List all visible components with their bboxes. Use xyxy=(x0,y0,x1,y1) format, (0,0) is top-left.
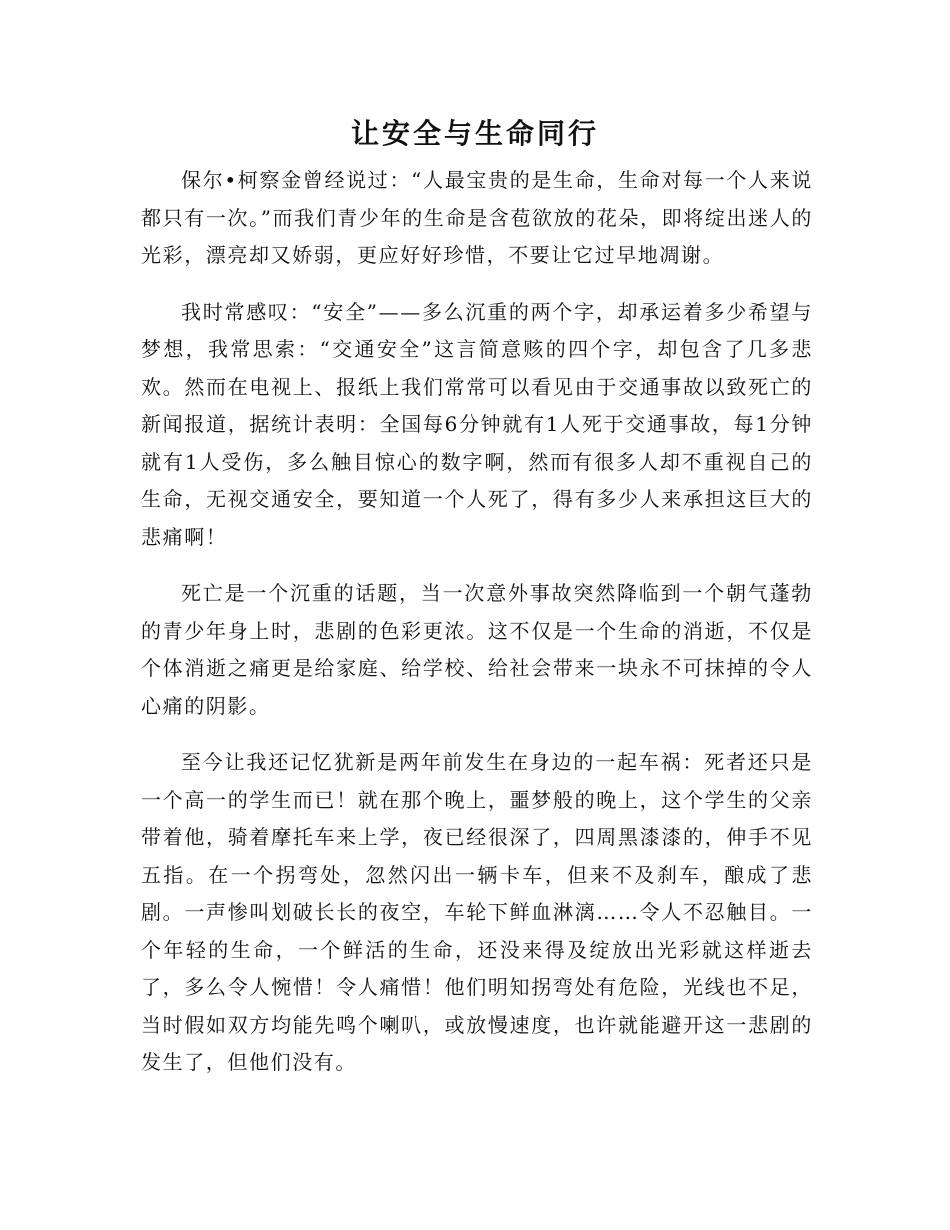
page-title: 让安全与生命同行 xyxy=(350,117,599,150)
article-body xyxy=(141,162,813,1101)
paragraph-2: 我时常感叹：“安全”——多么沉重的两个字，却承运着多少希望与梦想，我常思索：“交通安全”这言简意赅的四个字，却包含了几多悲欢。然而在电视上、报纸上我们常常可以看见由于交通事故以致死亡的新闻报道，据统计表明：全国每6分钟就有1人死于交通事故，每1分钟就有1人受伤，多么触目惊心的数字啊，然而有很多人却不重视自己的生命，无视交通安全，要知道一个人死了，得有多少人来承担这巨大的悲痛啊！ xyxy=(141,299,813,549)
paragraph-3: 死亡是一个沉重的话题，当一次意外事故突然降临到一个朝气蓬勃的青少年身上时，悲剧的色彩更浓。这不仅是一个生命的消逝，不仅是个体消逝之痛更是给家庭、给学校、给社会带来一块永不可抹掉的令人心痛的阴影。 xyxy=(141,581,813,718)
paragraph-1: 保尔•柯察金曾经说过：“人最宝贵的是生命，生命对每一个人来说都只有一次。”而我们青少年的生命是含苞欲放的花朵，即将绽出迷人的光彩，漂亮却又娇弱，更应好好珍惜，不要让它过早地凋谢。 xyxy=(141,168,813,267)
paragraph-4: 至今让我还记忆犹新是两年前发生在身边的一起车祸：死者还只是一个高一的学生而已！就在那个晚上，噩梦般的晚上，这个学生的父亲带着他，骑着摩托车来上学，夜已经很深了，四周黑漆漆的，伸手不见五指。在一个拐弯处，忽然闪出一辆卡车，但来不及刹车，酿成了悲剧。一声惨叫划破长长的夜空，车轮下鲜血淋漓……令人不忍触目。一个年轻的生命，一个鲜活的生命，还没来得及绽放出光彩就这样逝去了，多么令人惋惜！令人痛惜！他们明知拐弯处有危险，光线也不足，当时假如双方均能先鸣个喇叭，或放慢速度，也许就能避开这一悲剧的发生了，但他们没有。 xyxy=(141,750,813,1074)
